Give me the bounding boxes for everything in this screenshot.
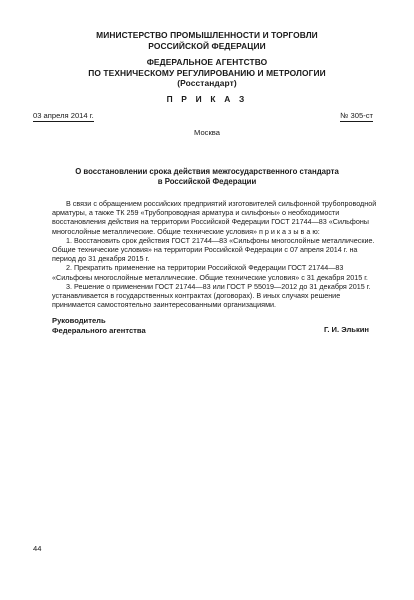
order-number [340, 111, 373, 121]
page-number: 44 [33, 544, 42, 553]
order-title [0, 167, 414, 187]
order-date [33, 111, 94, 121]
agency-line-2: ПО ТЕХНИЧЕСКОМУ РЕГУЛИРОВАНИЮ И МЕТРОЛОГИИ [88, 67, 326, 78]
title-line-1: О восстановлении срока действия межгосударственного стандарта [75, 167, 339, 176]
agency-line-1: ФЕДЕРАЛЬНОЕ АГЕНТСТВО [146, 57, 268, 67]
order-item-3: 3. Решение о применении ГОСТ 21744—83 или ГОСТ Р 55019—2012 до 31 декабря 2015 г. устанавливается в государственных контрактах (договорах). В иных случаях решение принимается самостоятельно заинтересованными организациями. [52, 281, 371, 310]
agency-line-3: (Росстандарт) [177, 78, 237, 88]
order-number-text: № 305-ст [340, 111, 373, 120]
ministry-line-2: РОССИЙСКОЙ ФЕДЕРАЦИИ [148, 40, 266, 51]
title-line-2: в Российской Федерации [157, 177, 257, 186]
ministry-header [0, 30, 414, 51]
signatory-role [52, 316, 146, 335]
order-item-2: 2. Прекратить применение на территории Российской Федерации ГОСТ 21744—83 «Сильфоны многослойные металлические. Общие технические условия» с 31 декабря 2015 г. [52, 263, 368, 282]
signatory-role-line-1: Руководитель [52, 316, 106, 325]
order-body [52, 199, 382, 309]
order-item-1: 1. Восстановить срок действия ГОСТ 21744—83 «Сильфоны многослойные металлические. Общие технические условия» на территории Российской Федерации с 07 апреля 2014 г. на период до 31 декабря 2015 г. [52, 235, 375, 264]
signatory-role-line-2: Федерального агентства [52, 325, 146, 335]
ministry-line-1: МИНИСТЕРСТВО ПРОМЫШЛЕННОСТИ И ТОРГОВЛИ [96, 30, 318, 40]
order-date-text: 03 апреля 2014 г. [33, 111, 94, 120]
preamble-paragraph: В связи с обращением российских предприятий изготовителей сильфонной трубопроводной арматуры, а также ТК 259 «Трубопроводная арматура и сильфоны» о необходимости восстановления действия на территории Российской Федерации ГОСТ 21744—83 «Сильфоны многослойные металлические. Общие технические условия» п р и к а з ы в а ю: [52, 199, 377, 236]
document-type: П Р И К А З [166, 94, 248, 104]
order-city: Москва [194, 128, 220, 137]
signatory-name: Г. И. Элькин [323, 325, 369, 334]
agency-header [0, 57, 414, 89]
